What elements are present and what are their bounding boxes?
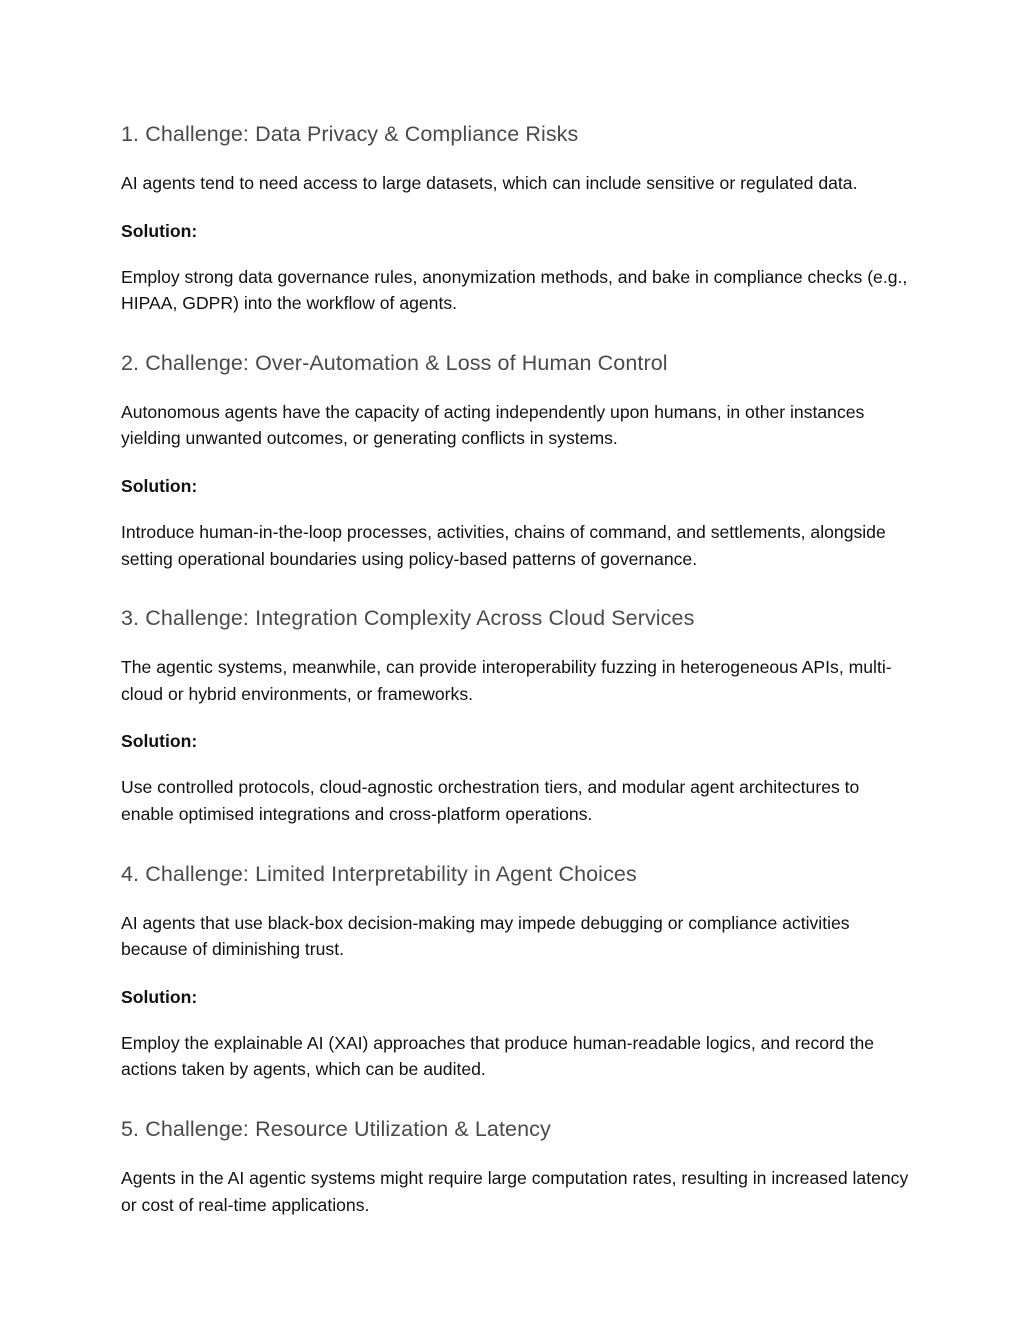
challenge-section-2	[121, 337, 911, 572]
solution-paragraph: Introduce human-in-the-loop processes, activities, chains of command, and settlements, alongside setting operational boundaries using policy-based patterns of governance.	[121, 521, 886, 569]
section-heading: 3. Challenge: Integration Complexity Across Cloud Services	[121, 606, 695, 631]
section-heading: 4. Challenge: Limited Interpretability in Agent Choices	[121, 861, 637, 886]
section-heading: 1. Challenge: Data Privacy & Compliance Risks	[121, 122, 579, 146]
document-page	[121, 108, 911, 1238]
solution-paragraph: Use controlled protocols, cloud-agnostic orchestration tiers, and modular agent architectures to enable optimised integrations and cross-platform operations.	[121, 777, 860, 824]
challenge-section-3	[121, 592, 911, 827]
section-heading: 2. Challenge: Over-Automation & Loss of Human Control	[121, 350, 668, 375]
challenge-paragraph: AI agents tend to need access to large datasets, which can include sensitive or regulated data.	[121, 173, 858, 193]
challenge-section-4	[121, 848, 911, 1083]
challenge-paragraph: AI agents that use black-box decision-making may impede debugging or compliance activities because of diminishing trust.	[121, 912, 850, 960]
solution-label: Solution:	[121, 220, 198, 241]
solution-label: Solution:	[121, 986, 198, 1007]
challenge-paragraph: Autonomous agents have the capacity of acting independently upon humans, in other instances yielding unwanted outcomes, or generating conflicts in systems.	[121, 401, 865, 449]
solution-paragraph: Employ the explainable AI (XAI) approaches that produce human-readable logics, and record the actions taken by agents, which can be audited.	[121, 1032, 875, 1080]
solution-label: Solution:	[121, 731, 198, 752]
challenge-paragraph: The agentic systems, meanwhile, can provide interoperability fuzzing in heterogeneous APIs, multi-cloud or hybrid environments, or frameworks.	[121, 657, 892, 704]
solution-label: Solution:	[121, 475, 198, 496]
challenge-section-1	[121, 108, 911, 317]
solution-paragraph: Employ strong data governance rules, anonymization methods, and bake in compliance checks (e.g., HIPAA, GDPR) into the workflow of agents.	[121, 266, 908, 314]
challenge-section-5	[121, 1103, 911, 1218]
section-heading: 5. Challenge: Resource Utilization & Latency	[121, 1116, 551, 1141]
challenge-paragraph: Agents in the AI agentic systems might require large computation rates, resulting in increased latency or cost of real-time applications.	[121, 1167, 909, 1215]
